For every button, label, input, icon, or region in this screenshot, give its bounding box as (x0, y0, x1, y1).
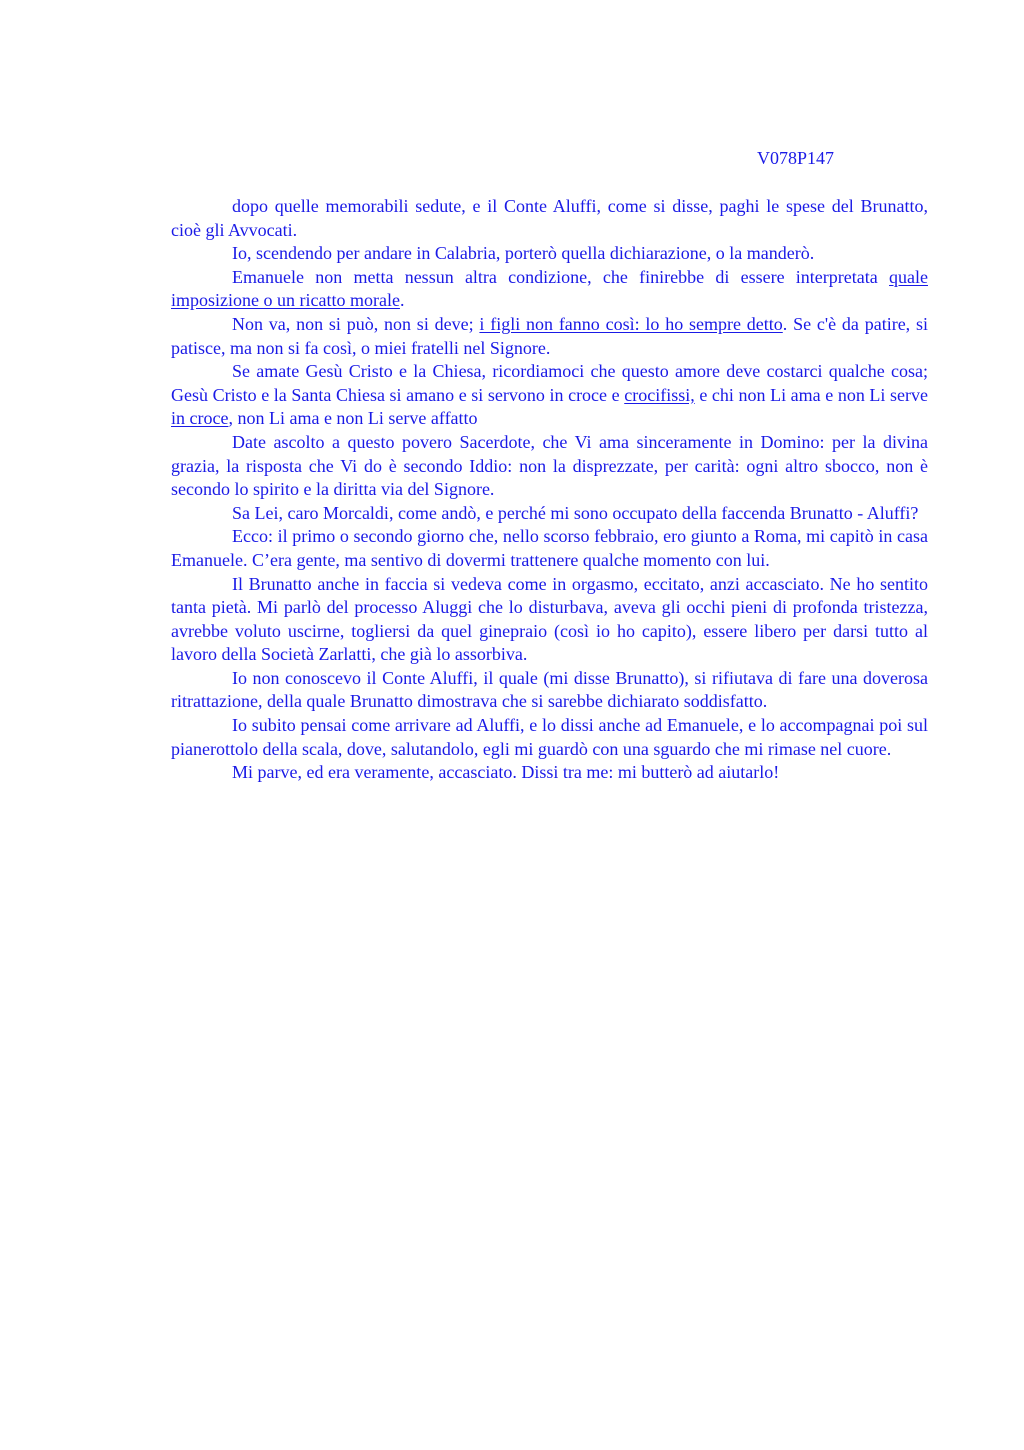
underlined-text: i figli non fanno così: lo ho sempre detto (479, 313, 783, 334)
text-segment: Io subito pensai come arrivare ad Aluffi, e lo dissi anche ad Emanuele, e lo accompagnai poi sul pianerottolo della scala, dove, salutandolo, egli mi guardò con una sguardo che mi rimase nel cuore. (171, 715, 928, 759)
paragraph (171, 667, 928, 714)
paragraph (171, 313, 928, 360)
page-identifier: V078P147 (757, 148, 835, 168)
text-segment: . Se c'è da patire, si patisce, ma non si fa così, o miei fratelli nel Signore. (171, 313, 928, 358)
text-segment: Sa Lei, caro Morcaldi, come andò, e perché mi sono occupato della faccenda Brunatto - Aluffi? (232, 502, 919, 523)
text-segment: Ecco: il primo o secondo giorno che, nello scorso febbraio, ero giunto a Roma, mi capitò in casa Emanuele. C’era gente, ma sentivo di dovermi trattenere qualche momento con lui. (171, 526, 928, 570)
text-segment: Io non conoscevo il Conte Aluffi, il quale (mi disse Brunatto), si rifiutava di fare una doverosa ritrattazione, della quale Brunatto dimostrava che si sarebbe dichiarato soddisfatto. (171, 667, 928, 712)
paragraph (171, 266, 928, 313)
underlined-text: quale imposizione o un ricatto morale (171, 266, 928, 311)
text-segment: Mi parve, ed era veramente, accasciato. Dissi tra me: mi butterò ad aiutarlo! (232, 762, 780, 783)
letter-body (171, 195, 928, 785)
text-segment: e chi non Li ama e non Li serve (694, 384, 928, 405)
paragraph (171, 502, 928, 526)
underlined-text: crocifissi, (624, 384, 695, 405)
text-segment: Emanuele non metta nessun altra condizione, che finirebbe di essere interpretata (232, 266, 890, 287)
paragraph (171, 360, 928, 431)
text-segment: , non Li ama e non Li serve affatto (228, 408, 478, 429)
text-segment: Date ascolto a questo povero Sacerdote, che Vi ama sinceramente in Domino: per la divina grazia, la risposta che Vi do è secondo Iddio: non la disprezzate, per carità: ogni altro sbocco, non è secondo lo spirito e la diritta via del Signore. (171, 431, 928, 500)
paragraph (171, 714, 928, 761)
text-segment: Se amate Gesù Cristo e la Chiesa, ricordiamoci che questo amore deve costarci qualche cosa; Gesù Cristo e la Santa Chiesa si amano e si servono in croce e (171, 361, 928, 405)
paragraph (171, 242, 928, 266)
paragraph (171, 761, 928, 785)
text-segment: Il Brunatto anche in faccia si vedeva come in orgasmo, eccitato, anzi accasciato. Ne ho sentito tanta pietà. Mi parlò del processo Aluggi che lo disturbava, aveva gli occhi pieni di profonda tristezza, avrebbe voluto uscirne, togliersi da quel ginepraio (così io ho capito), essere libero per darsi tutto al lavoro della Società Zarlatti, che già lo assorbiva. (171, 573, 928, 665)
text-segment: dopo quelle memorabili sedute, e il Conte Aluffi, come si disse, paghi le spese del Brunatto, cioè gli Avvocati. (171, 196, 928, 240)
paragraph (171, 573, 928, 667)
text-segment: Non va, non si può, non si deve; (232, 313, 480, 334)
paragraph (171, 431, 928, 502)
text-segment: . (399, 290, 405, 311)
paragraph (171, 195, 928, 242)
paragraph (171, 525, 928, 572)
underlined-text: in croce (171, 408, 229, 429)
text-segment: Io, scendendo per andare in Calabria, porterò quella dichiarazione, o la manderò. (232, 243, 815, 264)
